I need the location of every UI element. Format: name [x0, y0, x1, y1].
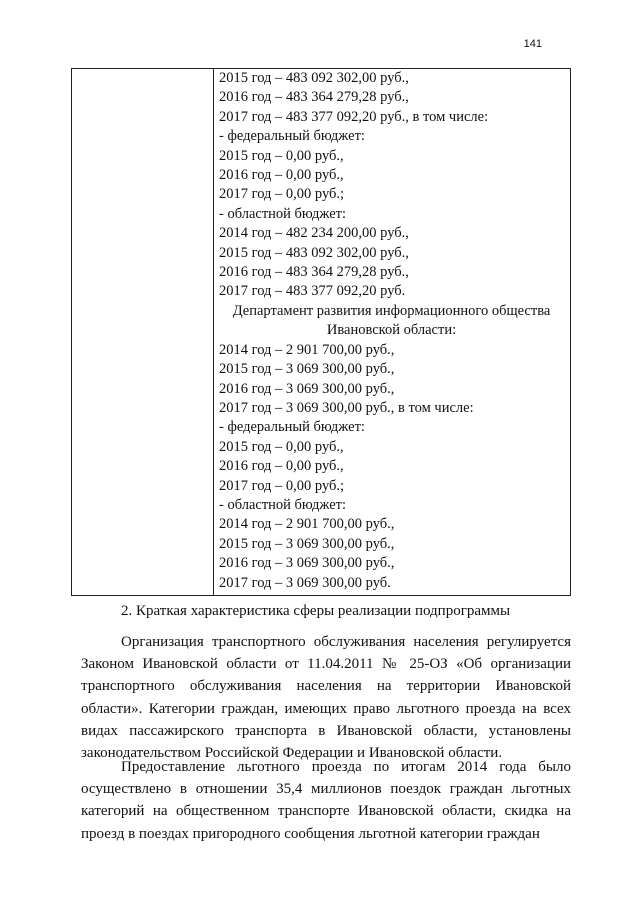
- table-line: 2016 год – 0,00 руб.,: [219, 167, 344, 184]
- table-line: - федеральный бюджет:: [219, 419, 365, 436]
- table-line: 2016 год – 483 364 279,28 руб.,: [219, 264, 409, 281]
- table-line: 2016 год – 3 069 300,00 руб.,: [219, 380, 395, 397]
- table-line: 2017 год – 0,00 руб.;: [219, 477, 345, 494]
- table-row: [72, 69, 571, 596]
- body-paragraph: [81, 631, 571, 764]
- table-line: - областной бюджет:: [219, 496, 347, 513]
- table-line: 2014 год – 2 901 700,00 руб.,: [219, 341, 395, 358]
- table-line: - областной бюджет:: [219, 205, 347, 222]
- table-line: 2014 год – 482 234 200,00 руб.,: [219, 225, 409, 242]
- table-line: 2015 год – 3 069 300,00 руб.,: [219, 535, 395, 552]
- table-line: 2017 год – 483 377 092,20 руб., в том числе:: [219, 108, 489, 125]
- paragraph-text: Организация транспортного обслуживания населения регулируется Законом Ивановской области от 11.04.2011 № 25-ОЗ «Об организации транспортного обслуживания населения на территории Ивановской области». Категории граждан, имеющих право льготного проезда на всех видах пассажирского транспорта в Ивановской области, установлены законодательством Российской Федерации и Ивановской области.: [81, 634, 571, 762]
- section-heading: 2. Краткая характеристика сферы реализации подпрограммы: [121, 603, 511, 619]
- table-line: 2017 год – 3 069 300,00 руб., в том числе:: [219, 399, 474, 416]
- table-line: 2017 год – 483 377 092,20 руб.: [219, 283, 406, 300]
- table-line: 2016 год – 0,00 руб.,: [219, 458, 344, 475]
- table-line: 2016 год – 483 364 279,28 руб.,: [219, 89, 409, 106]
- body-paragraph: [81, 756, 571, 845]
- table-line: 2015 год – 0,00 руб.,: [219, 438, 344, 455]
- table-line: 2015 год – 483 092 302,00 руб.,: [219, 244, 409, 261]
- table-line: 2015 год – 3 069 300,00 руб.,: [219, 361, 395, 378]
- table-line: 2015 год – 483 092 302,00 руб.,: [219, 70, 409, 86]
- table-cell-funding: [214, 69, 571, 596]
- table-line: 2017 год – 3 069 300,00 руб.: [219, 574, 391, 591]
- table-cell-empty: [72, 69, 214, 596]
- funding-table: [71, 68, 571, 596]
- paragraph-text: Предоставление льготного проезда по итогам 2014 года было осуществлено в отношении 35,4 миллионов поездок граждан льготных категорий на общественном транспорте Ивановской области, скидка на проезд в поездах пригородного сообщения льготной категории граждан: [81, 759, 571, 842]
- table-line-heading: Департамент развития информационного общества Ивановской области:: [232, 302, 551, 339]
- page-number: 141: [523, 38, 542, 50]
- table-line: - федеральный бюджет:: [219, 128, 365, 145]
- table-line: 2014 год – 2 901 700,00 руб.,: [219, 516, 395, 533]
- table-line: 2017 год – 0,00 руб.;: [219, 186, 345, 203]
- table-line: 2016 год – 3 069 300,00 руб.,: [219, 555, 395, 572]
- table-line: 2015 год – 0,00 руб.,: [219, 147, 344, 164]
